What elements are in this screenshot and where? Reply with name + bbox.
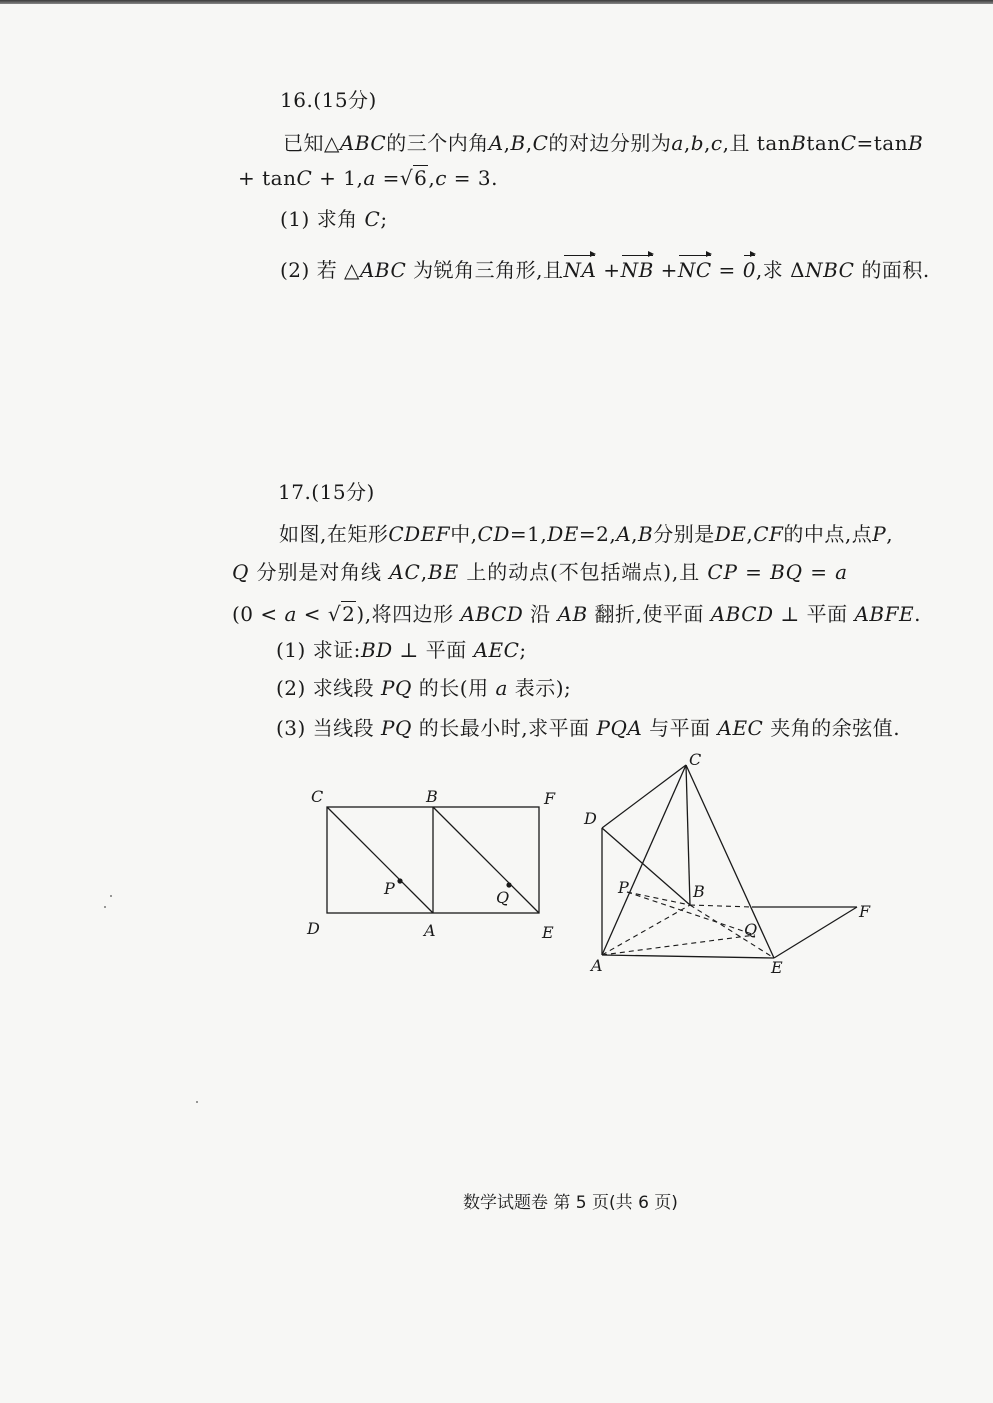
q17-line-2: Q 分别是对角线 AC,BE 上的动点(不包括端点),且 CP = BQ = a <box>232 560 848 584</box>
diagonal-BE <box>433 807 539 913</box>
label-C: C <box>311 787 324 806</box>
label-C: C <box>689 750 702 769</box>
q17-line-1: 如图,在矩形CDEF中,CD=1,DE=2,A,B分别是DE,CF的中点,点P, <box>279 522 894 546</box>
label-P: P <box>618 878 629 897</box>
edge-EF <box>774 907 857 958</box>
segment-PQ <box>627 892 755 935</box>
scan-speck <box>196 1101 198 1103</box>
sqrt-symbol: √6 <box>399 166 428 190</box>
scan-speck <box>104 906 106 908</box>
label-E: E <box>542 923 554 942</box>
page-footer: 数学试题卷 第 5 页(共 6 页) <box>463 1193 678 1213</box>
label-P: P <box>384 879 395 898</box>
edge-AC <box>602 765 686 955</box>
q17-part-2: (2) 求线段 PQ 的长(用 a 表示); <box>276 676 572 700</box>
q16-header: 16.(15分) <box>280 88 377 112</box>
segment-PB <box>627 892 690 905</box>
label-Q: Q <box>496 888 510 907</box>
label-D: D <box>307 919 320 938</box>
q16-line-1: 已知△ABC的三个内角A,B,C的对边分别为a,b,c,且 tanBtanC=tanB <box>283 131 924 155</box>
label-F: F <box>544 789 556 808</box>
page-top-edge <box>0 0 993 4</box>
figure-rectangle-flat <box>300 780 570 945</box>
label-A: A <box>591 956 603 975</box>
edge-CE <box>686 765 774 958</box>
scan-speck <box>110 895 112 897</box>
q17-line-3: (0 < a < √2),将四边形 ABCD 沿 AB 翻折,使平面 ABCD ⊥ 平面 ABFE. <box>232 602 921 626</box>
label-D: D <box>584 809 597 828</box>
edge-CB <box>686 765 690 905</box>
vector-NB: NB <box>620 258 654 282</box>
q17-header: 17.(15分) <box>278 480 375 504</box>
edge-DC <box>602 765 686 828</box>
vector-NC: NC <box>677 258 712 282</box>
q16-part-1: (1) 求角 C; <box>280 207 388 231</box>
edge-DB <box>602 828 690 905</box>
label-F: F <box>859 902 871 921</box>
edge-BF-hidden <box>690 905 752 907</box>
sqrt-symbol: √2 <box>327 602 356 626</box>
edge-AB-hidden <box>602 905 690 955</box>
q17-part-3: (3) 当线段 PQ 的长最小时,求平面 PQA 与平面 AEC 夹角的余弦值. <box>276 716 901 740</box>
vector-NA: NA <box>563 258 597 282</box>
q16-line-2: + tanC + 1,a =√6,c = 3. <box>238 166 499 190</box>
diagonal-AC <box>327 807 433 913</box>
vector-zero: 0 <box>742 258 756 282</box>
label-B: B <box>693 882 705 901</box>
label-A: A <box>424 921 436 940</box>
label-E: E <box>771 958 783 977</box>
q16-part-2: (2) 若 △ABC 为锐角三角形,且NA +NB +NC = 0,求 ΔNBC 的面积. <box>280 258 930 282</box>
point-P <box>397 878 402 883</box>
segment-AQ <box>602 935 755 955</box>
q17-part-1: (1) 求证:BD ⊥ 平面 AEC; <box>276 638 527 662</box>
label-Q: Q <box>744 920 758 939</box>
edge-AE <box>602 955 774 958</box>
label-B: B <box>426 787 438 806</box>
point-Q <box>506 882 511 887</box>
figure-folded-3d <box>575 745 880 985</box>
